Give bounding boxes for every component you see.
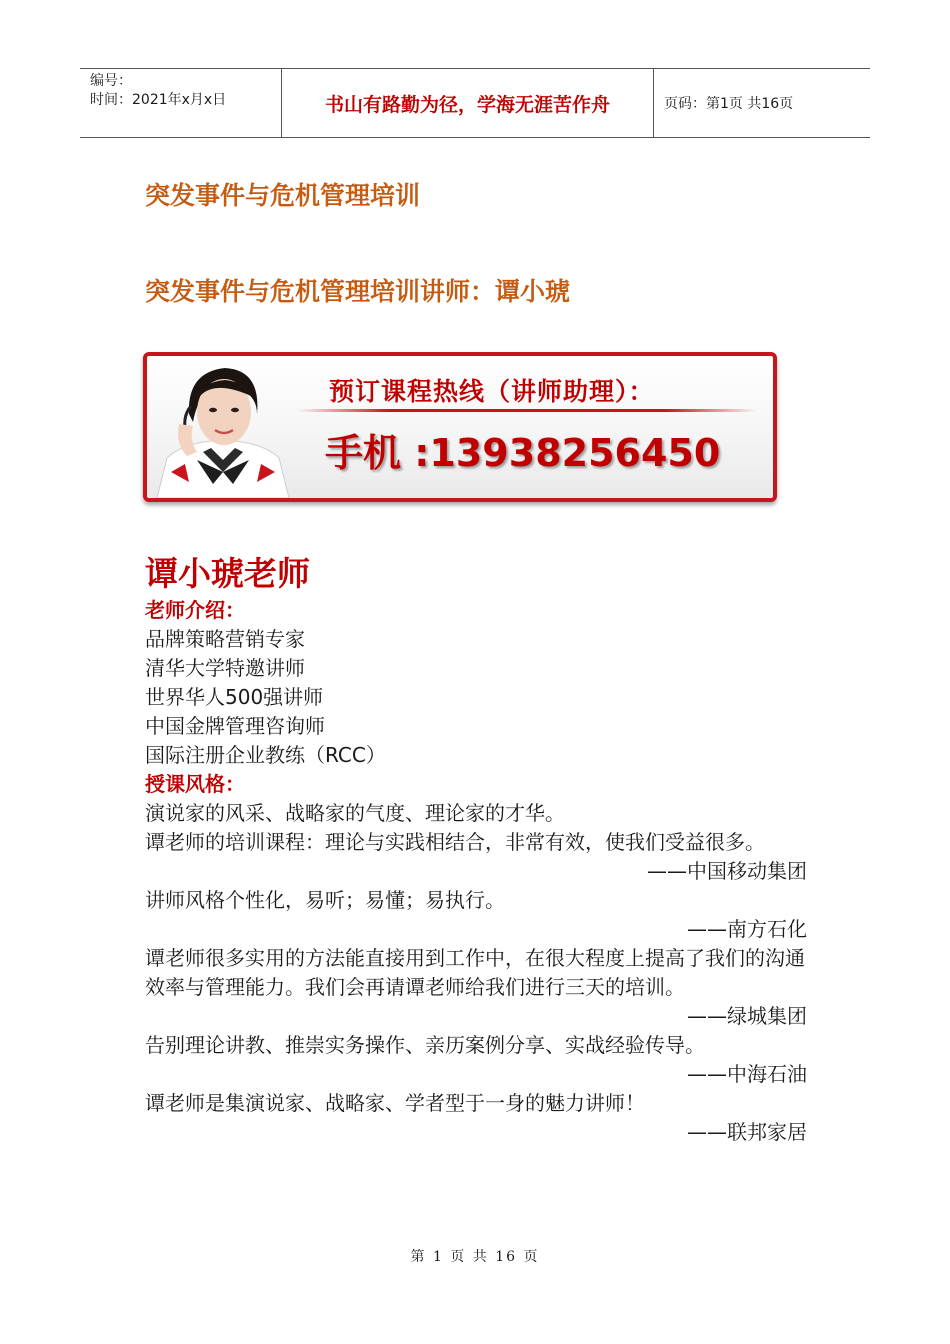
intro-item: 清华大学特邀讲师 xyxy=(145,656,305,680)
style-summary: 演说家的风采、战略家的气度、理论家的才华。 xyxy=(145,801,565,825)
intro-item: 世界华人500强讲师 xyxy=(145,685,324,709)
header-page-info: 页码：第1页 共16页 xyxy=(664,96,794,112)
page-footer: 第 1 页 共 16 页 xyxy=(410,1249,540,1265)
testimonial-text: 告别理论讲教、推崇实务操作、亲历案例分享、实战经验传导。 xyxy=(145,1033,705,1057)
intro-item: 品牌策略营销专家 xyxy=(145,627,305,651)
course-title: 突发事件与危机管理培训 xyxy=(145,181,421,210)
page-header xyxy=(80,68,870,138)
course-lecturer-title: 突发事件与危机管理培训讲师：谭小琥 xyxy=(145,277,571,306)
hotline-phone: 手机 :13938256450 xyxy=(325,431,721,475)
hotline-banner xyxy=(143,352,777,502)
header-meta xyxy=(80,69,282,137)
testimonial-source: ——南方石化 xyxy=(687,917,807,941)
testimonial-source: ——中海石油 xyxy=(687,1062,807,1086)
testimonial-text: 讲师风格个性化，易听；易懂；易执行。 xyxy=(145,888,505,912)
teacher-name: 谭小琥老师 xyxy=(145,554,310,593)
receptionist-photo xyxy=(153,360,293,498)
style-heading: 授课风格： xyxy=(145,772,245,796)
testimonial-text: 谭老师是集演说家、战略家、学者型于一身的魅力讲师！ xyxy=(145,1091,645,1115)
testimonial-source: ——绿城集团 xyxy=(687,1004,807,1028)
teacher-profile xyxy=(145,596,807,1147)
intro-item: 国际注册企业教练（RCC） xyxy=(145,743,386,767)
date-label: 时间：2021年x月x日 xyxy=(90,92,227,108)
testimonial-source: ——中国移动集团 xyxy=(647,859,807,883)
hotline-label: 预订课程热线（讲师助理）： xyxy=(329,377,655,406)
testimonial-source: ——联邦家居 xyxy=(687,1120,807,1144)
testimonial-text: 谭老师很多实用的方法能直接用到工作中，在很大程度上提高了我们的沟通效率与管理能力。我们会再请谭老师给我们进行三天的培训。 xyxy=(145,946,805,999)
intro-item: 中国金牌管理咨询师 xyxy=(145,714,325,738)
number-label: 编号： xyxy=(90,73,132,89)
intro-heading: 老师介绍： xyxy=(145,598,245,622)
header-motto: 书山有路勤为径，学海无涯苦作舟 xyxy=(282,69,654,137)
banner-divider xyxy=(297,409,757,412)
testimonial-text: 谭老师的培训课程：理论与实践相结合，非常有效，使我们受益很多。 xyxy=(145,830,765,854)
